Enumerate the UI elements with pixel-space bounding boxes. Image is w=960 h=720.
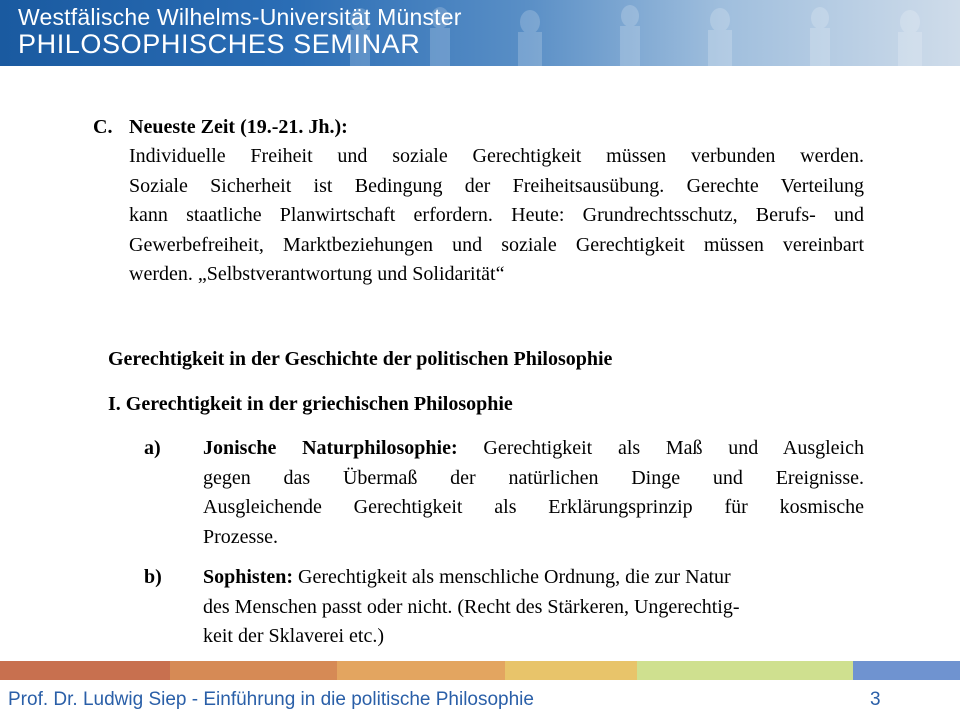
item-b-line: des Menschen passt oder nicht. (Recht des Stärkeren, Ungerechtig- [203,595,740,618]
item-a-line [203,434,864,464]
section-c-line: werden. „Selbstverantwortung und Solidarität“ [129,263,505,285]
item-b-label: b) [144,566,162,588]
section-c-line: kann staatliche Planwirtschaft erfordern. Heute: Grundrechtsschutz, Berufs- und [129,204,864,226]
page-number: 3 [870,689,881,710]
heading-section-I: I. Gerechtigkeit in der griechischen Philosophie [108,393,513,415]
colorbar-segment [170,661,337,680]
colorbar-segment [505,661,637,680]
item-a-line-text: Gerechtigkeit als Maß und Ausgleich [457,437,864,459]
colorbar-segment [0,661,170,680]
seminar-name: PHILOSOPHISCHES SEMINAR [18,29,421,59]
footer-color-bar [0,661,960,680]
footer-text: Prof. Dr. Ludwig Siep - Einführung in die politische Philosophie [8,689,534,710]
section-c-title: Neueste Zeit (19.-21. Jh.): [129,116,348,138]
item-a-body [203,434,864,552]
colorbar-segment [853,661,960,680]
university-name: Westfälische Wilhelms-Universität Münster [18,4,462,30]
section-c-line: Soziale Sicherheit ist Bedingung der Freiheitsausübung. Gerechte Verteilung [129,174,864,197]
item-a-line: Prozesse. [203,525,278,548]
colorbar-segment [637,661,853,680]
item-b-term: Sophisten: [203,566,294,588]
item-b-line: keit der Sklaverei etc.) [203,625,385,647]
section-c-line: Individuelle Freiheit und soziale Gerechtigkeit müssen verbunden werden. [129,145,864,167]
colorbar-segment [337,661,505,680]
header-banner [0,0,960,66]
section-c-line: Gewerbefreiheit, Marktbeziehungen und soziale Gerechtigkeit müssen vereinbart [129,233,864,256]
section-c-body [129,142,864,290]
item-a-line: Ausgleichende Gerechtigkeit als Erklärungsprinzip für kosmische [203,496,864,518]
item-a-line: gegen das Übermaß der natürlichen Dinge und Ereignisse. [203,466,864,489]
item-b-line [203,563,848,593]
item-b-line-text: Gerechtigkeit als menschliche Ordnung, die zur Natur [293,566,731,588]
section-c-label: C. [93,116,113,138]
item-b-body [203,563,848,652]
heading-main: Gerechtigkeit in der Geschichte der politischen Philosophie [108,348,613,370]
item-a-term: Jonische Naturphilosophie: [203,437,458,459]
item-a-label: a) [144,437,161,459]
